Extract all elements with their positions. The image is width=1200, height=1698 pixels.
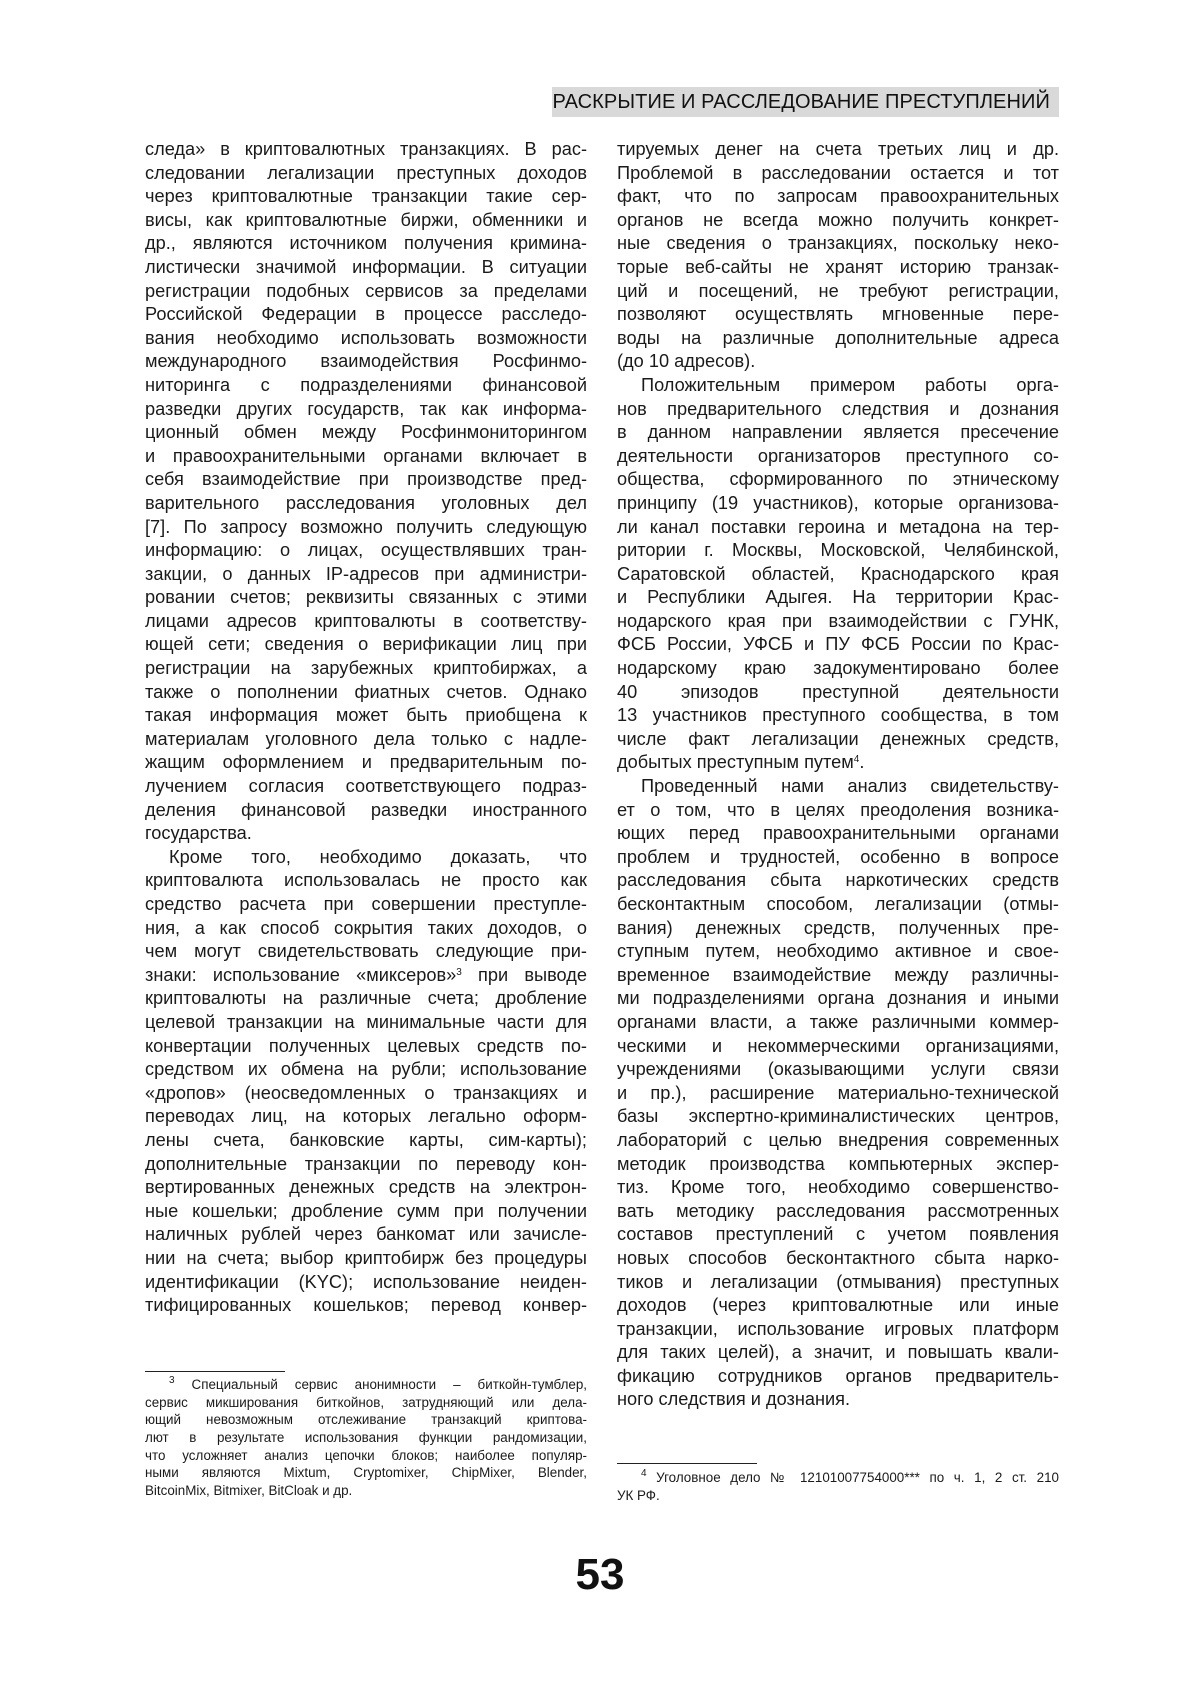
body-text-line: методик производства компьютерных экспер- xyxy=(617,1153,1059,1174)
body-text-line: Проведенный нами анализ свидетельству- xyxy=(641,776,1059,797)
body-text-line: общества, сформированного по этническому xyxy=(617,469,1059,490)
body-text-line: идентификации (KYC); использование неиден- xyxy=(145,1271,587,1292)
body-text-line: международного взаимодействия Росфинмо- xyxy=(145,351,587,372)
right-text-column xyxy=(617,138,1059,1412)
body-text-line xyxy=(145,964,587,988)
body-text-line: варительного расследования уголовных дел xyxy=(145,492,587,513)
body-text-line: Российской Федерации в процессе расследо- xyxy=(145,304,587,325)
body-text-line: ющей сети; сведения о верификации лиц при xyxy=(145,634,587,655)
body-text-line: жащим оформлением и предварительным по- xyxy=(145,752,587,773)
footnote-left xyxy=(145,1376,587,1500)
body-text-line: фикацию сотрудников органов предваритель- xyxy=(617,1365,1059,1386)
body-text-line: временное взаимодействие между различны- xyxy=(617,964,1059,985)
body-text-line: следа» в криптовалютных транзакциях. В рас- xyxy=(145,139,587,159)
body-text-line: ные кошельки; дробление сумм при получении xyxy=(145,1200,587,1221)
body-text-line: тиз. Кроме того, необходимо совершенство- xyxy=(617,1177,1059,1198)
body-text-line: ного следствия и дознания. xyxy=(617,1389,851,1410)
body-text-line: ные сведения о транзакциях, поскольку неко- xyxy=(617,233,1059,254)
body-text-line: 40 эпизодов преступной деятельности xyxy=(617,681,1059,702)
body-text-line: факт, что по запросам правоохранительных xyxy=(617,186,1059,207)
body-text-line: базы экспертно-криминалистических центров, xyxy=(617,1106,1059,1127)
footnote-marker: 3 xyxy=(169,1375,175,1386)
body-text-line: наличных рублей через банкомат или зачисле- xyxy=(145,1224,587,1245)
body-text-line: информацию: о лицах, осуществлявших тран- xyxy=(145,540,587,561)
body-text-line: органами власти, а также различными коммер- xyxy=(617,1011,1059,1032)
body-text-line: тируемых денег на счета третьих лиц и др. xyxy=(617,139,1059,159)
footnote-text: Специальный сервис анонимности – биткойн-тумблер, xyxy=(174,1377,587,1392)
body-text-line: ФСБ России, УФСБ и ПУ ФСБ России по Крас- xyxy=(617,634,1059,655)
body-text-line: закции, о данных IP-адресов при администри- xyxy=(145,563,587,584)
body-text-line: лучением согласия соответствующего подраз- xyxy=(145,776,587,797)
body-text-line: лабораторий с целью внедрения современных xyxy=(617,1129,1059,1150)
body-text-line: нов предварительного следствия и дознания xyxy=(617,398,1059,419)
body-text-line: принципу (19 участников), которые организова- xyxy=(617,492,1059,513)
footnote-line xyxy=(617,1469,1059,1487)
body-text-line: деления финансовой разведки иностранного xyxy=(145,799,587,820)
body-text-line: ровании счетов; реквизиты связанных с этими xyxy=(145,587,587,608)
page-number: 53 xyxy=(575,1550,625,1599)
body-text-line: средством их обмена на рубли; использование xyxy=(145,1059,587,1080)
body-text-line: также о пополнении фиатных счетов. Однако xyxy=(145,681,587,702)
body-text-line: лены счета, банковские карты, сим-карты); xyxy=(145,1129,587,1150)
body-text-line: и правоохранительными органами включает в xyxy=(145,445,587,466)
body-text-line: числе факт легализации денежных средств, xyxy=(617,728,1059,749)
body-text-line: следовании легализации преступных доходов xyxy=(145,162,587,183)
line-text: знаки: использование «миксеров» xyxy=(145,964,457,985)
body-text-line: деятельности организаторов преступного со- xyxy=(617,445,1059,466)
body-text-line: средство расчета при совершении преступле- xyxy=(145,894,587,914)
footnote-line: сервис микширования биткойнов, затрудняющий или дела- xyxy=(145,1394,587,1410)
body-text-line: нодарского края при взаимодействии с ГУНК, xyxy=(617,610,1059,631)
body-text-line: ций и посещений, не требуют регистрации, xyxy=(617,280,1059,301)
footnote-line: УК РФ. xyxy=(617,1487,660,1503)
body-text-line: Проблемой в расследовании остается и тот xyxy=(617,162,1059,183)
body-text-line: позволяют осуществлять мгновенные пере- xyxy=(617,304,1059,325)
body-text-line: бесконтактным способом, легализации (отмы- xyxy=(617,894,1059,914)
line-text: добытых преступным путем xyxy=(617,752,854,773)
footnote-marker: 4 xyxy=(641,1468,647,1479)
body-text-line: переводах лиц, на которых легально оформ- xyxy=(145,1106,587,1127)
footnote-right xyxy=(617,1469,1059,1504)
body-text-line: ческими и некоммерческими организациями, xyxy=(617,1035,1059,1056)
body-text-line: вать методику расследования рассмотренных xyxy=(617,1200,1059,1221)
body-text-line: регистрации на зарубежных криптобиржах, а xyxy=(145,658,587,679)
body-text-line: нии на счета; выбор криптобирж без процедуры xyxy=(145,1247,587,1268)
body-text-line: ступным путем, необходимо активное и свое- xyxy=(617,941,1059,962)
body-text-line: листически значимой информации. В ситуации xyxy=(145,256,587,277)
body-text-line: целевой транзакции на минимальные части для xyxy=(145,1011,587,1032)
running-header xyxy=(552,87,1059,117)
footnote-line: что усложняет анализ цепочки блоков; наиболее популяр- xyxy=(145,1447,587,1463)
body-text-line: Кроме того, необходимо доказать, что xyxy=(169,846,587,867)
body-text-line: Положительным примером работы орга- xyxy=(641,374,1059,395)
body-text-line: «дропов» (неосведомленных о транзакциях и xyxy=(145,1082,587,1103)
footnote-line: BitcoinMix, Bitmixer, BitCloak и др. xyxy=(145,1483,353,1499)
body-text-line: ет о том, что в целях преодоления возника- xyxy=(617,799,1059,820)
body-text-line: 13 участников преступного сообщества, в том xyxy=(617,705,1059,726)
body-text-line: разведки других государств, так как информа- xyxy=(145,398,587,419)
footnote-line xyxy=(145,1376,587,1394)
body-text-line: составов преступлений с учетом появления xyxy=(617,1224,1059,1245)
body-text-line: вания необходимо использовать возможности xyxy=(145,327,587,348)
footnote-line: ющий невозможным отслеживание транзакций криптова- xyxy=(145,1412,587,1428)
footnote-separator-left xyxy=(145,1371,285,1372)
body-text-line: и пр.), расширение материально-технической xyxy=(617,1082,1059,1103)
body-text-line: вертированных денежных средств на электрон- xyxy=(145,1177,587,1198)
body-text-line: для таких целей), а значит, и повышать квали- xyxy=(617,1342,1059,1363)
footnote-line: лют в результате использования функции рандомизации, xyxy=(145,1430,587,1446)
body-text-line: учреждениями (оказывающими услуги связи xyxy=(617,1059,1059,1080)
line-text-continued: . xyxy=(859,752,865,773)
body-text-line: ния, а как способ сокрытия таких доходов, о xyxy=(145,917,587,938)
body-text-line: и Республики Адыгея. На территории Крас- xyxy=(617,587,1059,608)
body-text-line xyxy=(617,751,1059,775)
body-text-line: воды на различные дополнительные адреса xyxy=(617,327,1059,348)
body-text-line: тиков и легализации (отмывания) преступных xyxy=(617,1271,1059,1292)
section-title: РАСКРЫТИЕ И РАССЛЕДОВАНИЕ ПРЕСТУПЛЕНИЙ xyxy=(552,90,1050,113)
footnote-reference: 4 xyxy=(853,754,860,766)
body-text-line: ритории г. Москвы, Московской, Челябинской, xyxy=(617,540,1059,561)
body-text-line: торые веб-сайты не хранят историю транзак- xyxy=(617,256,1059,277)
body-text-line: криптовалюты на различные счета; дробление xyxy=(145,988,587,1009)
body-text-line: Саратовской областей, Краснодарского края xyxy=(617,563,1059,584)
body-text-line: регистрации подобных сервисов за пределами xyxy=(145,280,587,301)
body-text-line: ющих перед правоохранительными органами xyxy=(617,823,1059,844)
line-text-continued: при выводе xyxy=(461,964,587,985)
body-text-line: материалам уголовного дела только с надле- xyxy=(145,728,587,749)
body-text-line: чем могут свидетельствовать следующие при- xyxy=(145,941,587,962)
body-text-line: ми подразделениями органа дознания и иными xyxy=(617,988,1059,1009)
footnote-line: ными являются Mixtum, Cryptomixer, ChipMixer, Blender, xyxy=(145,1465,587,1481)
body-text-line: др., являются источником получения кримина- xyxy=(145,233,587,254)
body-text-line: органов не всегда можно получить конкрет- xyxy=(617,209,1059,230)
body-text-line: проблем и трудностей, особенно в вопросе xyxy=(617,846,1059,867)
body-text-line: ли канал поставки героина и метадона на тер- xyxy=(617,516,1059,537)
body-text-line: через криптовалютные транзакции такие сер- xyxy=(145,186,587,207)
body-text-line: конвертации полученных целевых средств по- xyxy=(145,1035,587,1056)
left-text-column xyxy=(145,138,587,1318)
body-text-line: дополнительные транзакции по переводу кон- xyxy=(145,1153,587,1174)
body-text-line: государства. xyxy=(145,823,252,844)
body-text-line: расследования сбыта наркотических средств xyxy=(617,870,1059,891)
body-text-line: новых способов бесконтактного сбыта нарко- xyxy=(617,1247,1059,1268)
footnote-text: Уголовное дело № 12101007754000*** по ч. 1, 2 ст. 210 xyxy=(646,1470,1059,1485)
body-text-line: лицами адресов криптовалюты в соответству- xyxy=(145,610,587,631)
body-text-line: ниторинга с подразделениями финансовой xyxy=(145,374,587,395)
body-text-line: себя взаимодействие при производстве пред- xyxy=(145,469,587,490)
body-text-line: тифицированных кошельков; перевод конвер- xyxy=(145,1295,587,1316)
body-text-line: висы, как криптовалютные биржи, обменники и xyxy=(145,209,587,230)
body-text-line: доходов (через криптовалютные или иные xyxy=(617,1295,1059,1316)
body-text-line: вания) денежных средств, полученных пре- xyxy=(617,917,1059,938)
body-text-line: криптовалюта использовалась не просто как xyxy=(145,870,587,891)
body-text-line: в данном направлении является пресечение xyxy=(617,422,1059,443)
footnote-reference: 3 xyxy=(456,966,462,978)
body-text-line: такая информация может быть приобщена к xyxy=(145,705,587,726)
footnote-separator-right xyxy=(617,1463,757,1464)
body-text-line: (до 10 адресов). xyxy=(617,351,756,372)
body-text-line: ционный обмен между Росфинмониторингом xyxy=(145,422,587,443)
body-text-line: транзакции, использование игровых платформ xyxy=(617,1318,1059,1339)
body-text-line: нодарскому краю задокументировано более xyxy=(617,658,1059,679)
body-text-line: [7]. По запросу возможно получить следующую xyxy=(145,516,587,537)
